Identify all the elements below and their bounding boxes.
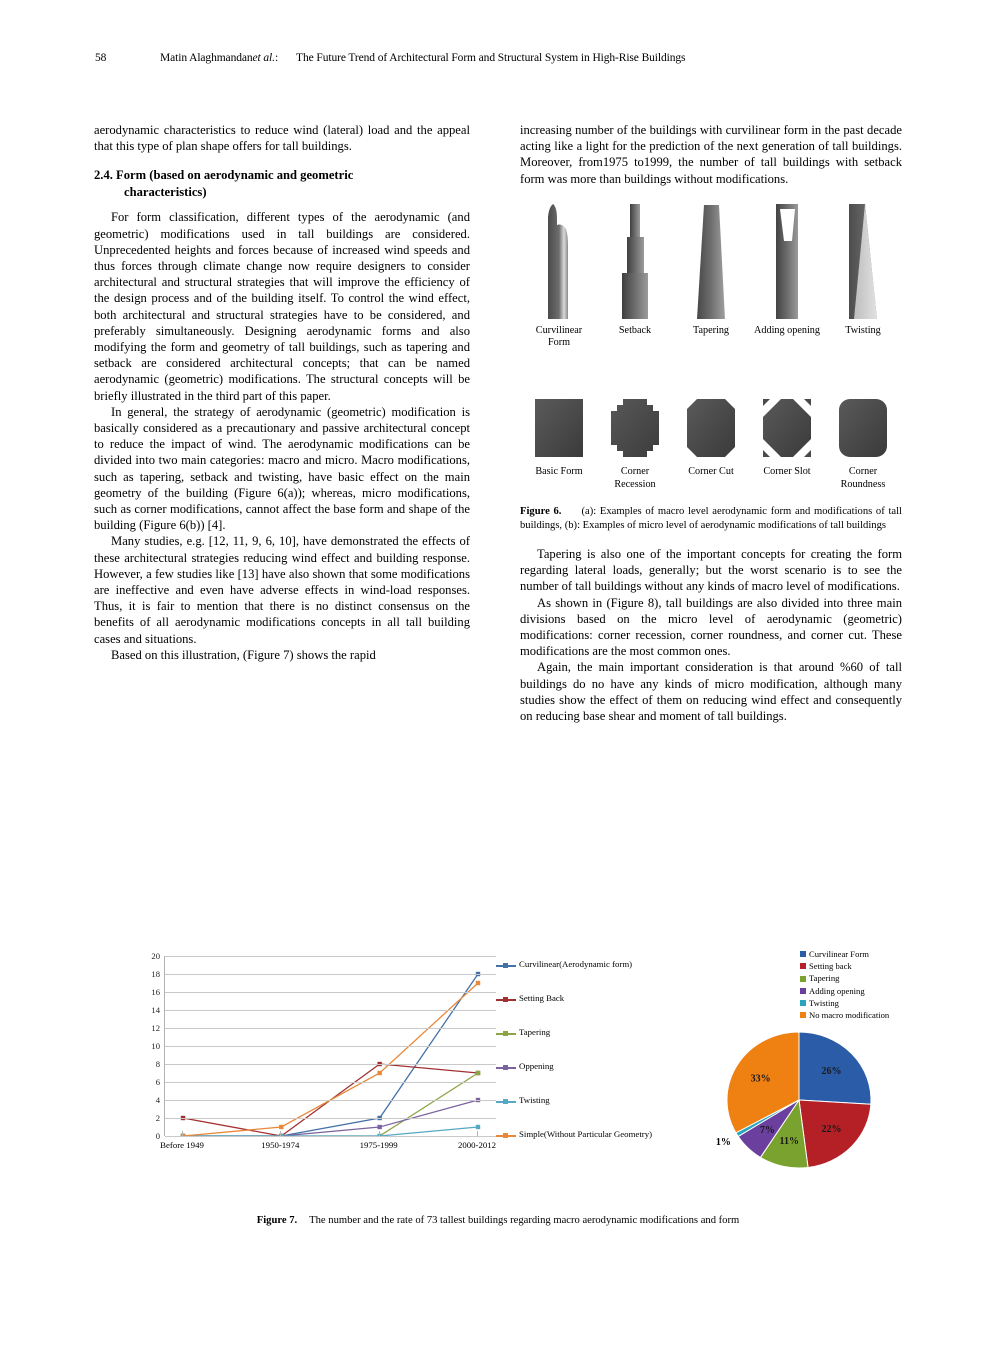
shape-curvilinear-form <box>524 201 594 321</box>
x-tick <box>280 1131 281 1136</box>
section-heading-line2: characteristics) <box>124 184 207 199</box>
grid-line <box>165 1064 496 1065</box>
legend-swatch <box>496 995 516 1004</box>
series-marker <box>476 1125 480 1129</box>
shape-corner-roundness <box>828 396 898 462</box>
figure-6-artwork <box>520 195 902 491</box>
line-chart-y-axis-labels <box>136 951 160 1141</box>
corner-recession-icon <box>607 396 663 462</box>
shape-corner-recession <box>600 396 670 462</box>
corner-cut-icon <box>683 396 739 462</box>
grid-line <box>165 1046 496 1047</box>
shape-tapering <box>676 201 746 321</box>
x-tick <box>477 1131 478 1136</box>
legend-item <box>496 1095 677 1106</box>
pie-legend-item <box>800 1009 889 1021</box>
corner-slot-icon <box>759 396 815 462</box>
legend-label: Curvilinear(Aerodynamic form) <box>519 959 633 969</box>
y-tick-label: 6 <box>155 1077 160 1087</box>
pie-chart-area <box>694 946 904 1176</box>
basic-form-icon <box>531 396 587 462</box>
legend-swatch <box>496 1029 516 1038</box>
running-head-colon: : <box>274 52 279 64</box>
figure-7-caption <box>94 1215 902 1226</box>
grid-line <box>165 1100 496 1101</box>
series-marker <box>476 981 480 985</box>
grid-line <box>165 1028 496 1029</box>
label-corner-roundness: Corner Roundness <box>840 466 886 490</box>
left-paragraph-2: For form classification, different types of the aerodynamic (and geometric) modifications used in tall buildings are considered. Unprecedented heights and forces because of increased wind speeds and thus forces through climate change now require designers to consider architectural and structural strategies that will improve the efficiency of the design process and of the building itself. To control the wind effect, both architectural and structural strategies have to be considered, and preferably simultaneously. Designing aerodynamic forms and also modifying the form and geometry of tall buildings, such as tapering and setback are considered architectural concepts; that can be named aerodynamic (geometric) modifications. The structural concepts will be briefly illustrated in the third part of this paper. <box>94 210 470 403</box>
y-tick-label: 0 <box>155 1131 160 1141</box>
pie-value-label: 7% <box>759 1124 775 1136</box>
label-twisting: Twisting <box>845 324 881 336</box>
curvilinear-form-icon <box>542 201 576 321</box>
left-paragraph-4: Many studies, e.g. [12, 11, 9, 6, 10], have demonstrated the effects of these architectural strategies reducing wind effect and building response. However, a few studies like [13] have also shown that some modifications are ineffective and even have adverse effects in wind-load responses. Thus, it is fair to mention that there is no distinct consensus on the benefits of all aerodynamic modifications concepts in all tall building cases and situations. <box>94 534 470 646</box>
label-corner-cut: Corner Cut <box>688 466 734 477</box>
right-column <box>498 122 902 724</box>
right-paragraph-1: increasing number of the buildings with curvilinear form in the past decade acting like a light for the prediction of the next generation of tall buildings. Moreover, from1975 to1999, the number of tall buildings with setback form was more than buildings without modifications. <box>520 123 902 186</box>
figure-7-caption-label: Figure 7. <box>256 1214 298 1226</box>
line-chart <box>136 950 496 1162</box>
grid-line <box>165 1118 496 1119</box>
legend-item <box>496 993 677 1004</box>
pie-legend-item <box>800 972 889 984</box>
pie-legend-swatch <box>800 1012 806 1018</box>
pie-legend-swatch <box>800 976 806 982</box>
pie-legend-swatch <box>800 951 806 957</box>
legend-swatch <box>496 1131 516 1140</box>
figure-6-caption-text: (a): Examples of macro level aerodynamic form and modifications of tall buildings, (b): Examples of micro level of aerodynamic modifications of tall buildings <box>520 506 902 531</box>
running-head <box>95 52 897 64</box>
corner-roundness-icon <box>835 396 891 462</box>
pie-legend-label: No macro modification <box>809 1010 890 1021</box>
figure-7-charts <box>94 946 902 1196</box>
pie-value-label: 22% <box>821 1123 842 1135</box>
shape-corner-slot <box>752 396 822 462</box>
pie-legend-label: Curvilinear Form <box>809 949 869 959</box>
legend-swatch <box>496 1063 516 1072</box>
series-marker <box>377 1071 381 1075</box>
adding-opening-icon <box>770 201 804 321</box>
label-setback: Setback <box>618 324 652 336</box>
pie-chart-svg <box>704 1028 894 1178</box>
x-tick-label: 2000-2012 <box>457 1140 497 1150</box>
left-paragraph-3: In general, the strategy of aerodynamic (geometric) modification is basically considered as a precautionary and passive architectural concept to reduce the impact of wind. The aerodynamic modifications can be divided into two main categories: macro and micro. Macro modifications, such as tapering, setback and twisting, have basic effect on the main geometry of the building (Figure 6(a)); whereas, micro modifications, such as corner modifications, cannot affect the base form and shape of the building (Figure 6(b)) [4]. <box>94 404 470 533</box>
pie-legend-item <box>800 948 889 960</box>
grid-line <box>165 956 496 957</box>
figure-7-caption-text: The number and the rate of 73 tallest buildings regarding macro aerodynamic modifications and form <box>309 1214 740 1226</box>
y-tick-label: 12 <box>151 1023 160 1033</box>
body-columns <box>94 122 902 724</box>
legend-item <box>496 959 677 970</box>
pie-legend-item <box>800 997 889 1009</box>
pie-legend-label: Setting back <box>809 961 852 972</box>
x-tick <box>182 1131 183 1136</box>
figure-6b-shapes <box>520 370 902 462</box>
label-curvilinear-form: Curvilinear Form <box>535 324 583 349</box>
pie-chart-legend <box>800 948 889 1021</box>
running-head-etal: et al. <box>252 52 275 64</box>
y-tick-label: 14 <box>151 1005 160 1015</box>
grid-line <box>165 1082 496 1083</box>
x-tick-label: 1975-1999 <box>359 1140 398 1150</box>
pie-chart <box>704 1028 894 1178</box>
legend-label: Oppening <box>519 1061 554 1071</box>
x-tick <box>379 1131 380 1136</box>
tapering-icon <box>694 201 728 321</box>
shape-adding-opening <box>752 201 822 321</box>
section-heading-line1: 2.4. Form (based on aerodynamic and geometric <box>94 168 354 183</box>
running-head-authors: Matin Alaghmandan <box>160 52 253 64</box>
figure-6-caption-label: Figure 6. <box>520 506 562 518</box>
setback-icon <box>618 201 652 321</box>
legend-swatch <box>496 961 516 970</box>
y-tick-label: 20 <box>151 951 160 961</box>
grid-line <box>165 1136 496 1137</box>
left-column <box>94 122 498 663</box>
legend-item <box>496 1061 677 1072</box>
series-marker <box>476 1071 480 1075</box>
pie-legend-item <box>800 960 889 972</box>
right-paragraph-3: As shown in (Figure 8), tall buildings are also divided into three main divisions based on the micro level of aerodynamic (geometric) modifications: corner recession, corner roundness, and corner cut. These modifications are the most common ones. <box>520 595 902 659</box>
grid-line <box>165 1010 496 1011</box>
label-tapering: Tapering <box>692 324 730 336</box>
left-paragraph-1: aerodynamic characteristics to reduce wind (lateral) load and the appeal that this type of plan shape offers for tall buildings. <box>94 123 470 154</box>
series-marker <box>377 1125 381 1129</box>
shape-basic-form <box>524 396 594 462</box>
left-paragraph-5: Based on this illustration, (Figure 7) shows the rapid <box>111 647 376 662</box>
legend-label: Simple(Without Particular Geometry) <box>519 1129 653 1139</box>
shape-corner-cut <box>676 396 746 462</box>
pie-legend-label: Tapering <box>809 973 840 984</box>
y-tick-label: 8 <box>155 1059 160 1069</box>
pie-value-label: 26% <box>821 1066 842 1078</box>
pie-legend-swatch <box>800 988 806 994</box>
pie-legend-swatch <box>800 963 806 969</box>
legend-item <box>496 1027 677 1038</box>
section-heading-2-4 <box>94 167 470 200</box>
legend-label: Tapering <box>519 1027 551 1037</box>
legend-label: Twisting <box>519 1095 550 1105</box>
y-tick-label: 2 <box>155 1113 160 1123</box>
figure-6-caption <box>520 505 902 532</box>
x-tick-label: Before 1949 <box>160 1140 204 1150</box>
series-marker <box>279 1125 283 1129</box>
y-tick-label: 4 <box>155 1095 160 1105</box>
pie-legend-label: Adding opening <box>809 985 865 996</box>
pie-value-label: 11% <box>779 1136 799 1148</box>
legend-swatch <box>496 1097 516 1106</box>
y-tick-label: 16 <box>151 987 160 997</box>
page-number: 58 <box>95 52 107 64</box>
series-line <box>183 983 478 1136</box>
pie-legend-item <box>800 985 889 997</box>
y-tick-label: 18 <box>151 969 160 979</box>
line-chart-plot-area <box>164 956 496 1136</box>
y-tick-label: 10 <box>151 1041 160 1051</box>
running-head-title: The Future Trend of Architectural Form and Structural System in High-Rise Buildings <box>296 52 686 64</box>
twisting-icon <box>844 201 882 321</box>
right-paragraph-2: Tapering is also one of the important concepts for creating the form regarding lateral loads, generally; but the worst scenario is to see the number of tall buildings without any kinds of macro level of modifications. <box>520 547 902 594</box>
right-paragraph-4: Again, the main important consideration is that around %60 of tall buildings do no have any kinds of micro modification, although many studies show the effect of them on reducing wind effect and consequently on reducing base shear and moment of tall buildings. <box>520 660 902 724</box>
line-chart-x-axis-labels <box>160 1140 497 1158</box>
label-basic-form: Basic Form <box>535 466 583 477</box>
label-corner-recession: Corner Recession <box>614 466 656 490</box>
legend-item <box>496 1129 677 1140</box>
pie-legend-swatch <box>800 1000 806 1006</box>
shape-twisting <box>828 201 898 321</box>
shape-setback <box>600 201 670 321</box>
figure-6a-labels <box>520 325 902 350</box>
figure-6a-shapes <box>520 195 902 321</box>
figure-6b-labels <box>520 466 902 491</box>
grid-line <box>165 992 496 993</box>
label-corner-slot: Corner Slot <box>763 466 811 477</box>
label-adding-opening: Adding opening <box>754 324 820 336</box>
legend-label: Setting Back <box>519 993 565 1003</box>
pie-value-label: 1% <box>715 1137 731 1149</box>
pie-value-label: 33% <box>750 1073 771 1085</box>
pie-legend-label: Twisting <box>809 997 839 1008</box>
grid-line <box>165 974 496 975</box>
x-tick-label: 1950-1974 <box>261 1140 300 1150</box>
line-chart-legend <box>496 946 696 1166</box>
